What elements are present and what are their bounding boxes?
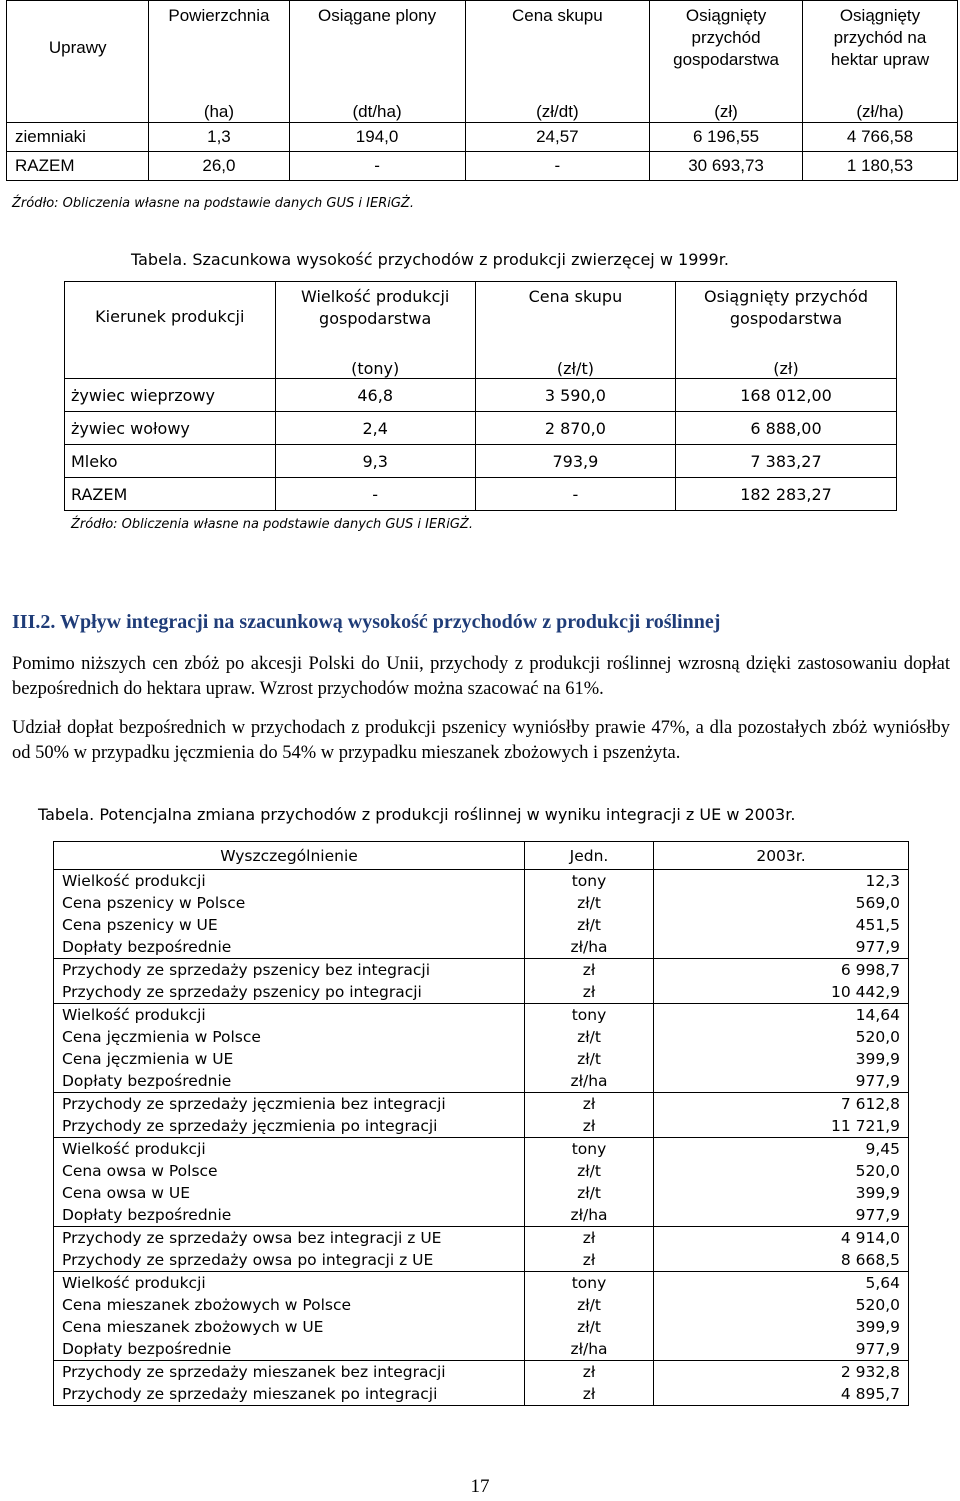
value-cell: 9,45 [654,1138,909,1161]
value-cell: 569,0 [654,892,909,914]
table-row [54,1361,909,1384]
table-row [54,1070,909,1093]
paragraph: Pomimo niższych cen zbóż po akcesji Polski do Unii, przychody z produkcji roślinnej wzrosną dzięki zastosowaniu dopłat bezpośrednich do hektara upraw. Wzrost przychodów można szacować na 61%. [12,654,950,699]
cell: 194,0 [289,123,465,152]
unit-cell: zł [525,1361,654,1384]
value-cell: 7 612,8 [654,1093,909,1116]
livestock-revenue-table [64,281,897,511]
value-cell: 520,0 [654,1026,909,1048]
table-row [54,1048,909,1070]
value-cell: 451,5 [654,914,909,936]
item-label: Przychody ze sprzedaży jęczmienia bez integracji [54,1093,525,1116]
header-cell: Cena skupu [465,1,650,96]
source-note: Źródło: Obliczenia własne na podstawie danych GUS i IERiGŻ. [71,517,473,532]
cell: 30 693,73 [650,152,803,181]
cell: - [275,478,475,511]
table-row [54,1004,909,1027]
value-cell: 11 721,9 [654,1115,909,1138]
item-label: Wielkość produkcji [54,1004,525,1027]
item-label: Cena owsa w Polsce [54,1160,525,1182]
header-cell: Osiągnięty przychód gospodarstwa [650,1,803,96]
value-cell: 977,9 [654,1204,909,1227]
cell: 26,0 [149,152,289,181]
table-row [54,1338,909,1361]
header-cell: Kierunek produkcji [65,282,276,353]
header-cell: 2003r. [654,842,909,870]
unit-cell: (ha) [149,95,289,123]
header-cell: Osiągnięty przychód gospodarstwa [676,282,897,353]
unit-cell: (zł/t) [475,352,675,379]
value-cell: 4 914,0 [654,1227,909,1250]
unit-cell: zł [525,1093,654,1116]
item-label: Wielkość produkcji [54,1272,525,1295]
table-row [54,870,909,893]
table-row [65,478,897,511]
unit-cell [65,352,276,379]
cell: 6 196,55 [650,123,803,152]
unit-cell: tony [525,1004,654,1027]
unit-cell: (dt/ha) [289,95,465,123]
source-note: Źródło: Obliczenia własne na podstawie danych GUS i IERiGŻ. [12,196,414,211]
cell: 1 180,53 [802,152,957,181]
table-row [54,959,909,982]
unit-cell: (zł) [650,95,803,123]
unit-cell: zł/t [525,1160,654,1182]
unit-cell: zł/t [525,1026,654,1048]
cell: - [289,152,465,181]
cell: ziemniaki [7,123,149,152]
table-row [54,1272,909,1295]
item-label: Wielkość produkcji [54,1138,525,1161]
header-cell: Cena skupu [475,282,675,353]
unit-cell: zł/ha [525,1338,654,1361]
paragraph: Udział dopłat bezpośrednich w przychodach z produkcji pszenicy wyniósłby prawie 47%, a dla pozostałych zbóż wyniósłby od 50% w przypadku jęczmienia do 54% w przypadku mieszanek zbożowych i pszenżyta. [12,718,950,763]
value-cell: 4 895,7 [654,1383,909,1406]
unit-cell [7,95,149,123]
cell: 182 283,27 [676,478,897,511]
value-cell: 977,9 [654,936,909,959]
table-row [54,1138,909,1161]
value-cell: 14,64 [654,1004,909,1027]
unit-cell: (zł) [676,352,897,379]
item-label: Dopłaty bezpośrednie [54,1204,525,1227]
item-label: Wielkość produkcji [54,870,525,893]
cell: 6 888,00 [676,412,897,445]
unit-cell: zł [525,1383,654,1406]
item-label: Dopłaty bezpośrednie [54,1070,525,1093]
header-cell: Wyszczególnienie [54,842,525,870]
cell: 24,57 [465,123,650,152]
crop-revenue-table [6,0,958,181]
cell: 9,3 [275,445,475,478]
unit-cell: tony [525,1138,654,1161]
cell: 793,9 [475,445,675,478]
header-cell: Osiągane plony [289,1,465,96]
value-cell: 977,9 [654,1070,909,1093]
table-row [54,1249,909,1272]
table-row [54,1160,909,1182]
cell: 2,4 [275,412,475,445]
units-row [65,352,897,379]
unit-cell: zł/t [525,1316,654,1338]
item-label: Przychody ze sprzedaży owsa bez integracji z UE [54,1227,525,1250]
table-row [7,152,958,181]
table-row [54,1115,909,1138]
unit-cell: zł/ha [525,936,654,959]
table-row [54,1182,909,1204]
unit-cell: zł/t [525,1294,654,1316]
item-label: Przychody ze sprzedaży mieszanek bez integracji [54,1361,525,1384]
item-label: Dopłaty bezpośrednie [54,936,525,959]
item-label: Cena pszenicy w Polsce [54,892,525,914]
item-label: Przychody ze sprzedaży jęczmienia po integracji [54,1115,525,1138]
table-row [54,936,909,959]
item-label: Cena mieszanek zbożowych w Polsce [54,1294,525,1316]
table-row [54,914,909,936]
header-cell: Jedn. [525,842,654,870]
unit-cell: (zł/dt) [465,95,650,123]
cell: RAZEM [7,152,149,181]
value-cell: 399,9 [654,1182,909,1204]
cell: żywiec wieprzowy [65,379,276,412]
unit-cell: (tony) [275,352,475,379]
table-header-row [65,282,897,353]
table-row [54,1026,909,1048]
value-cell: 520,0 [654,1294,909,1316]
section-heading: III.2. Wpływ integracji na szacunkową wysokość przychodów z produkcji roślinnej [12,611,721,633]
unit-cell: zł/t [525,892,654,914]
value-cell: 520,0 [654,1160,909,1182]
value-cell: 12,3 [654,870,909,893]
value-cell: 977,9 [654,1338,909,1361]
value-cell: 8 668,5 [654,1249,909,1272]
item-label: Przychody ze sprzedaży mieszanek po integracji [54,1383,525,1406]
cell: 46,8 [275,379,475,412]
units-row [7,95,958,123]
item-label: Cena jęczmienia w Polsce [54,1026,525,1048]
table-header-row [7,1,958,96]
unit-cell: zł [525,1249,654,1272]
value-cell: 10 442,9 [654,981,909,1004]
table-caption: Tabela. Szacunkowa wysokość przychodów z produkcji zwierzęcej w 1999r. [131,250,729,269]
item-label: Przychody ze sprzedaży pszenicy bez integracji [54,959,525,982]
cell: 1,3 [149,123,289,152]
unit-cell: zł [525,1227,654,1250]
item-label: Przychody ze sprzedaży owsa po integracji z UE [54,1249,525,1272]
cell: żywiec wołowy [65,412,276,445]
header-cell: Wielkość produkcji gospodarstwa [275,282,475,353]
unit-cell: zł/ha [525,1070,654,1093]
value-cell: 399,9 [654,1048,909,1070]
cell: - [475,478,675,511]
table-row [54,1204,909,1227]
unit-cell: zł/t [525,914,654,936]
unit-cell: zł/t [525,1182,654,1204]
value-cell: 5,64 [654,1272,909,1295]
unit-cell: zł/t [525,1048,654,1070]
table-header-row [54,842,909,870]
unit-cell: tony [525,870,654,893]
table-row [54,981,909,1004]
page-number: 17 [470,1476,490,1497]
header-cell: Osiągnięty przychód na hektar upraw [802,1,957,96]
table-body [54,842,909,1406]
cell: 2 870,0 [475,412,675,445]
table-row [54,1383,909,1406]
unit-cell: (zł/ha) [802,95,957,123]
table-row [54,1294,909,1316]
cell: 3 590,0 [475,379,675,412]
item-label: Przychody ze sprzedaży pszenicy po integracji [54,981,525,1004]
table-row [54,1316,909,1338]
header-cell: Powierzchnia [149,1,289,96]
table-row [54,1093,909,1116]
table-row [7,123,958,152]
unit-cell: zł/ha [525,1204,654,1227]
item-label: Dopłaty bezpośrednie [54,1338,525,1361]
item-label: Cena owsa w UE [54,1182,525,1204]
item-label: Cena mieszanek zbożowych w UE [54,1316,525,1338]
table-caption: Tabela. Potencjalna zmiana przychodów z produkcji roślinnej w wyniku integracji z UE w 2003r. [38,805,796,824]
item-label: Cena jęczmienia w UE [54,1048,525,1070]
cell: 7 383,27 [676,445,897,478]
value-cell: 2 932,8 [654,1361,909,1384]
crop-integration-table [53,841,909,1406]
unit-cell: zł [525,1115,654,1138]
unit-cell: zł [525,981,654,1004]
unit-cell: zł [525,959,654,982]
table-row [65,412,897,445]
header-cell: Uprawy [7,1,149,96]
table-row [65,379,897,412]
cell: - [465,152,650,181]
table-row [54,1227,909,1250]
value-cell: 399,9 [654,1316,909,1338]
cell: RAZEM [65,478,276,511]
item-label: Cena pszenicy w UE [54,914,525,936]
cell: Mleko [65,445,276,478]
table-row [65,445,897,478]
table-row [54,892,909,914]
cell: 4 766,58 [802,123,957,152]
cell: 168 012,00 [676,379,897,412]
unit-cell: tony [525,1272,654,1295]
value-cell: 6 998,7 [654,959,909,982]
